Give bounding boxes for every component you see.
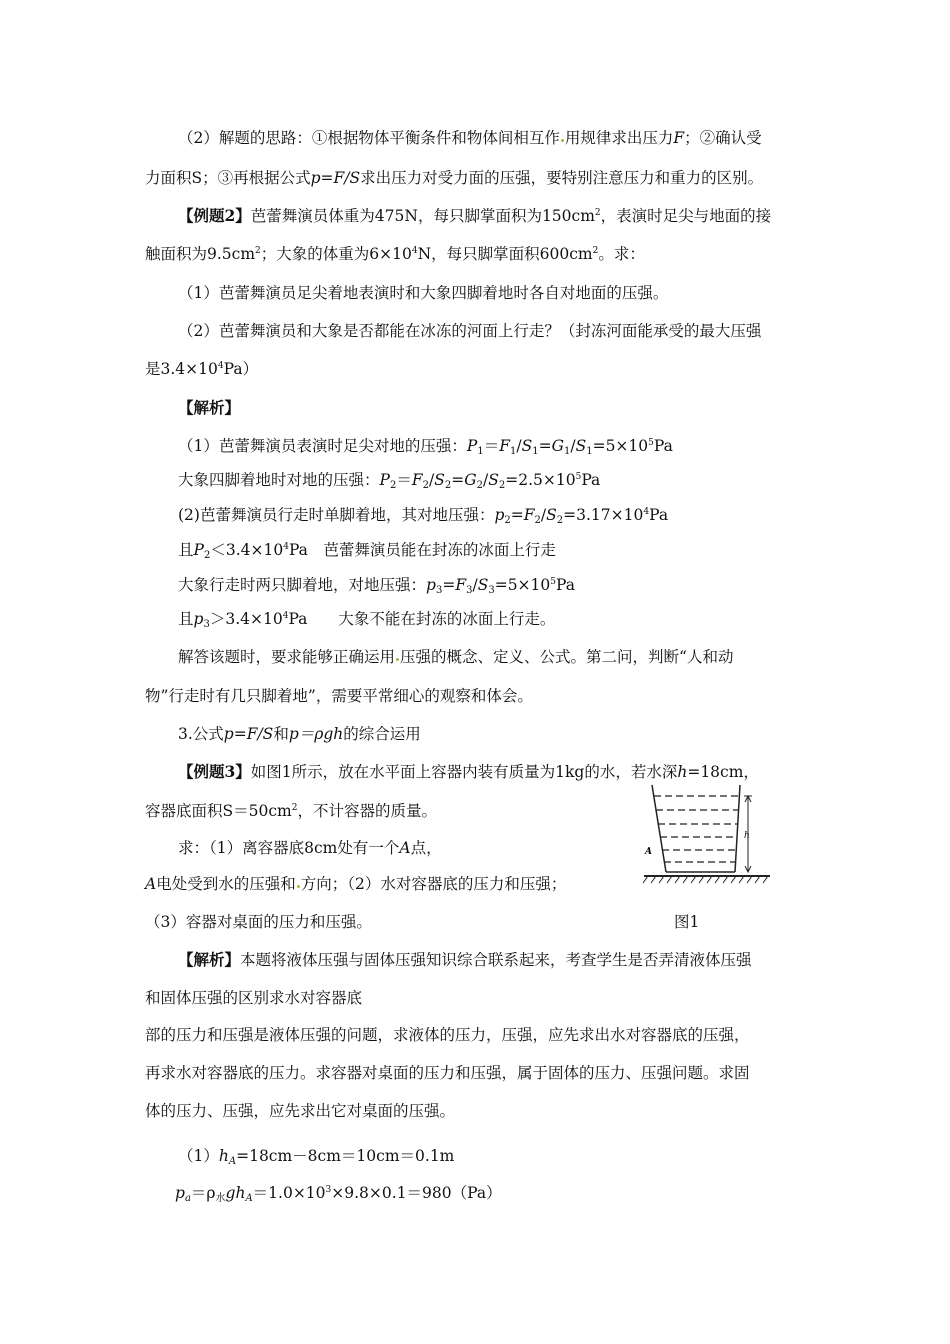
text-line: 力面积S；③再根据公式p=F/S求出压力对受力面的压强，要特别注意压力和重力的区别。 xyxy=(145,169,764,187)
example-2-line: 【例题2】芭蕾舞演员体重为475N，每只脚掌面积为$150cm^2$，表演时足尖与地面的接 xyxy=(178,206,772,225)
water-level-lines xyxy=(654,796,738,862)
solution-line-1: （1）芭蕾舞演员表演时足尖对地的压强：$P_1=F_1/S_1=G_1/S_1=5\times 10^5Pa$ xyxy=(178,437,673,457)
container-figure xyxy=(640,780,775,890)
solution-line-6: 且$p_3>3.4\times 10^4Pa$ 大象不能在封冻的冰面上行走。 xyxy=(178,610,556,630)
text-line: 容器底面积$S=50cm^2$，不计容器的质量。 xyxy=(145,802,437,820)
container-left-wall xyxy=(652,785,666,872)
question-2: （2）芭蕾舞演员和大象是否都能在冰冻的河面上行走？（封冻河面能承受的最大压强 xyxy=(178,322,762,340)
text-line: 部的压力和压强是液体压强的问题，求液体的压力，压强，应先求出水对容器底的压强， xyxy=(145,1026,750,1044)
solution-line-2: 大象四脚着地时对地的压强：$P_2=F_2/S_2=G_2/S_2=2.5\times 10^5Pa$ xyxy=(178,471,601,491)
text-line: 物”行走时有几只脚着地”，需要平常细心的观察和体会。 xyxy=(145,687,533,705)
text-line: 是$3.4\times 10^4Pa$） xyxy=(145,360,259,378)
text-line: （3）容器对桌面的压力和压强。 xyxy=(145,913,372,931)
example-3-line: 【例题3】如图1所示，放在水平面上容器内装有质量为1kg的水，若水深h=18cm， xyxy=(178,762,759,781)
text-line: 求：（1）离容器底8cm处有一个A点， xyxy=(178,839,442,857)
analysis-heading: 【解析】 xyxy=(178,398,241,417)
text-line: 触面积为$9.5cm^2$；大象的体重为$6\times 10^4N$，每只脚掌面积$600cm^2$。求： xyxy=(145,245,645,263)
calc-line-1: $(1)h_A=18cm-8cm=10cm=0.1m$ xyxy=(178,1147,455,1167)
question-1: （1）芭蕾舞演员足尖着地表演时和大象四脚着地时各自对地面的压强。 xyxy=(178,284,669,302)
text-line: 解答该题时，要求能够正确运用 压强的概念、定义、公式。第二问，判断“人和动 xyxy=(178,648,734,666)
solution-line-3: (2)芭蕾舞演员行走时单脚着地，其对地压强：$p_2=F_2/S_2=3.17\times 10^4Pa$ xyxy=(178,506,669,526)
container-right-wall xyxy=(735,785,740,872)
calc-line-2: $p_a=\rho_水gh_A=1.0\times 10^3\times 9.8\times 0.1=980(Pa)$ xyxy=(175,1184,502,1204)
mark-dot xyxy=(561,139,564,142)
text-line: （2）解题的思路：①根据物体平衡条件和物体间相互作 用规律求出压力F；②确认受 xyxy=(178,129,762,147)
ground-hatching xyxy=(643,876,768,883)
analysis-line-1: 【解析】本题将液体压强与固体压强知识综合联系起来，考查学生是否弄清液体压强 xyxy=(178,950,752,969)
mark-dot xyxy=(297,885,300,888)
text-line: 再求水对容器底的压力。求容器对桌面的压力和压强，属于固体的压力、压强问题。求固 xyxy=(145,1064,750,1082)
solution-line-5: 大象行走时两只脚着地，对地压强：$p_3=F_3/S_3=5\times 10^5Pa$ xyxy=(178,576,575,596)
text-line: A电处受到水的压强和 方向；（2）水对容器底的压力和压强； xyxy=(145,875,567,893)
mark-dot xyxy=(396,658,399,661)
text-line: 体的压力、压强，应先求出它对桌面的压强。 xyxy=(145,1102,456,1120)
section-3-heading: 3.公式p=F/S和p＝ρgh的综合运用 xyxy=(178,725,421,743)
point-a-label: A xyxy=(645,847,652,857)
solution-line-4: 且$P_2<3.4\times 10^4Pa$ 芭蕾舞演员能在封冻的冰面上行走 xyxy=(178,541,556,561)
depth-label: h xyxy=(744,831,750,841)
text-line: 和固体压强的区别求水对容器底 xyxy=(145,989,363,1007)
figure-caption: 图1 xyxy=(674,913,700,931)
